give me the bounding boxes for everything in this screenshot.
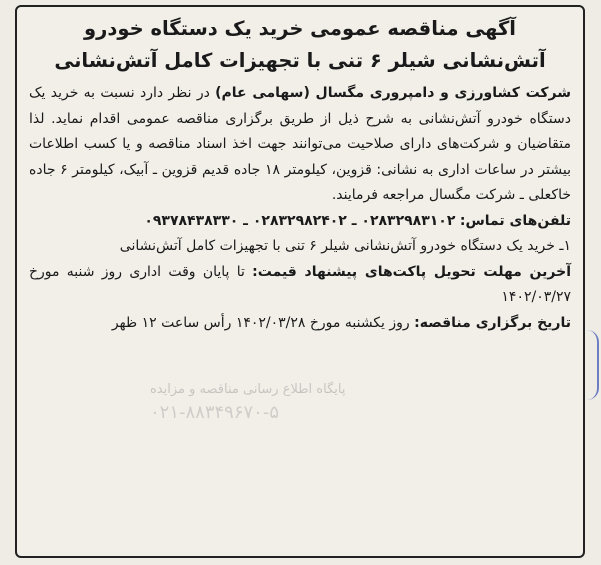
intro-paragraph [29,81,571,209]
deadline-label: آخرین مهلت تحویل پاکت‌های پیشنهاد قیمت: [252,263,572,280]
deadline-value: تا پایان وقت اداری روز شنبه مورخ ۱۴۰۲/۰۳/۲۷ [29,263,571,305]
company-name: شرکت کشاورزی و دامپروری مگسال (سهامی عام) [215,85,572,101]
opening-paragraph [29,311,571,337]
pen-mark-icon [587,330,599,400]
notice-body [29,81,571,336]
phones-value: ۰۲۸۳۲۹۸۳۱۰۲ ـ ۰۲۸۳۲۹۸۲۴۰۲ ـ ۰۹۳۷۸۴۳۸۳۳۰ [144,212,456,229]
watermark-text: پایگاه اطلاع رسانی مناقصه و مزایده [150,382,346,397]
notice-title-line-1: آگهی مناقصه عمومی خرید یک دستگاه خودرو [84,17,516,40]
phones-line [29,209,571,235]
phones-label: تلفن‌های تماس: [459,212,571,229]
watermark-phone: ۰۲۱-۸۸۳۴۹۶۷۰-۵ [150,402,280,423]
notice-frame [15,5,585,558]
tender-item-1: ۱ـ خرید یک دستگاه خودرو آتش‌نشانی شیلر ۶ تنی با تجهیزات کامل آتش‌نشانی [119,238,571,254]
opening-label: تاریخ برگزاری مناقصه: [414,314,571,331]
deadline-paragraph [29,260,571,311]
opening-value: روز یکشنبه مورخ ۱۴۰۲/۰۳/۲۸ رأس ساعت ۱۲ ظهر [111,314,410,331]
notice-title-line-2: آتش‌نشانی شیلر ۶ تنی با تجهیزات کامل آتش‌نشانی [54,49,546,72]
intro-text: در نظر دارد نسبت به خرید یک دستگاه خودرو آتش‌نشانی به شرح ذیل از طریق برگزاری مناقصه عمومی اقدام نماید. لذا متقاضیان و شرکت‌های دارای صلاحیت می‌توانند جهت اخذ اسناد مناقصه و یا کسب اطلاعات بیشتر در ساعات اداری به نشانی: قزوین، کیلومتر ۱۸ جاده قدیم قزوین ـ آبیک، کیلومتر ۶ جاده خاکعلی ـ شرکت مگسال مراجعه فرمایند. [29,85,571,203]
